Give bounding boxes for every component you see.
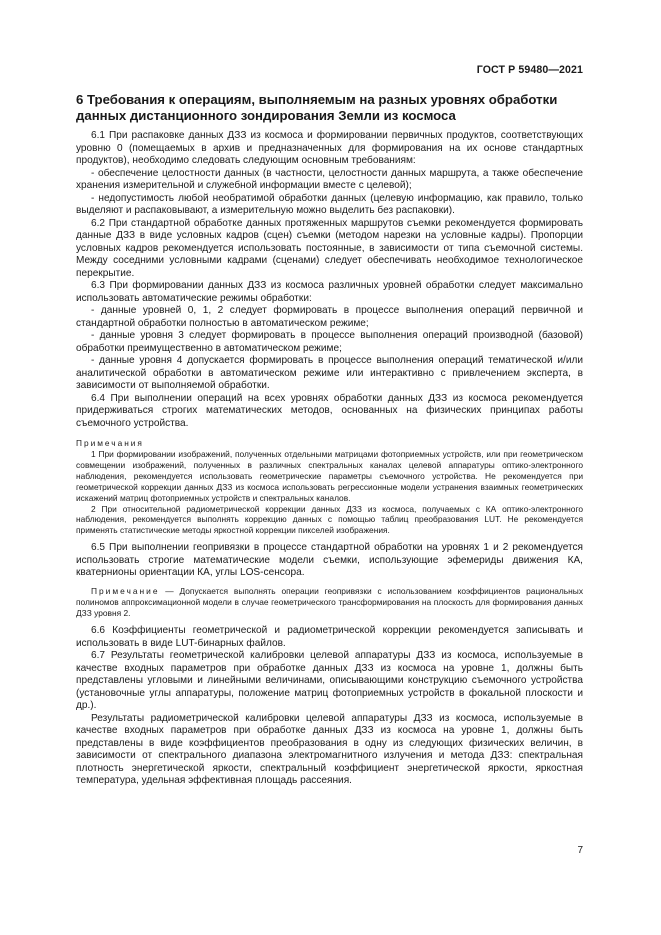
- paragraph-6-1: 6.1 При распаковке данных ДЗЗ из космоса и формировании первичных продуктов, соответствующих уровню 0 (помещаемых в архив и предназначенных для формирования на их основе стандартных продуктов), необходимо следовать следующим основным требованиям:: [76, 130, 583, 166]
- paragraph-6-2: 6.2 При стандартной обработке данных протяженных маршрутов съемки рекомендуется формировать данные ДЗЗ в виде условных кадров (сцен) съемки (методом нарезки на условные кадры). Пропорции условных кадров рекомендуется использовать постоянные, в зависимости от типа съемочной системы. Между соседними условными кадрами (сценами) следует обеспечивать необходимое технологическое перекрытие.: [76, 217, 583, 279]
- note-lead: Примечание: [91, 585, 160, 596]
- paragraph-6-4: 6.4 При выполнении операций на всех уровнях обработки данных ДЗЗ из космоса рекомендуется придерживаться строгих математических методов, основанных на физических принципах работы съемочного устройства.: [76, 392, 583, 429]
- paragraph-6-7: 6.7 Результаты геометрической калибровки целевой аппаратуры ДЗЗ из космоса, используемые в качестве входных параметров при обработке данных ДЗЗ из космоса на уровне 1, должны быть представлены угловыми и линейными величинами, описывающими конструкцию съемочного устройства (установочные углы аппаратуры, положение матриц фотоприемных устройств в фокальной плоскости и др.).: [76, 650, 583, 712]
- standard-code: ГОСТ Р 59480—2021: [476, 64, 583, 76]
- list-item: - данные уровней 0, 1, 2 следует формировать в процессе выполнения операций первичной и стандартной обработки полностью в автоматическом режиме;: [76, 305, 583, 329]
- note-item: 1 При формировании изображений, полученных отдельными матрицами фотоприемных устройств, или при геометрическом совмещении изображений, полученных в различных спектральных каналах целевой аппаратуры оптико-электронного наблюдения, рекомендуется использовать геометрические параметры съемочного устройства. Не рекомендуется при геометрической коррекции данных ДЗЗ из космоса использовать регрессионные модели устранения взаимных геометрических искажений матриц фотоприемных устройств и спектральных каналов.: [76, 449, 583, 503]
- list-item: - данные уровня 4 допускается формировать в процессе выполнения операций тематической и/или аналитической обработки в автоматическом режиме или интерактивно с привлечением эксперта, в зависимости от выполняемой обработки.: [76, 355, 583, 391]
- list-item: - данные уровня 3 следует формировать в процессе выполнения операций производной (базовой) обработки преимущественно в автоматическом режиме;: [76, 330, 583, 354]
- document-body: [76, 130, 583, 788]
- note-text: — Допускается выполнять операции геопривязки с использованием коэффициентов рациональных полиномов аппроксимационной модели в случае геометрического трансформирования на плоскость для формирования данных ДЗЗ уровня 2.: [76, 585, 583, 618]
- paragraph-6-3: 6.3 При формировании данных ДЗЗ из космоса различных уровней обработки следует максимально использовать автоматические режимы обработки:: [76, 280, 583, 304]
- section-title: 6 Требования к операциям, выполняемым на разных уровнях обработки данных дистанционного зондирования Земли из космоса: [76, 92, 558, 123]
- list-item: - недопустимость любой необратимой обработки данных (целевую информацию, как правило, только выделяют и распаковывают, а измерительную можно выделить без распаковки).: [76, 192, 583, 216]
- paragraph-6-6: 6.6 Коэффициенты геометрической и радиометрической коррекции рекомендуется записывать и использовать в виде LUT-бинарных файлов.: [76, 625, 583, 649]
- paragraph-6-5: 6.5 При выполнении геопривязки в процессе стандартной обработки на уровнях 1 и 2 рекомендуется использовать строгие математические модели съемки, использующие эфемериды движения КА, кватернионы ориентации КА, углы LOS-сенсора.: [76, 542, 583, 579]
- page-number: 7: [577, 845, 583, 856]
- paragraph-radiometric: Результаты радиометрической калибровки целевой аппаратуры ДЗЗ из космоса, используемые в качестве входных параметров при обработке данных ДЗЗ из космоса на уровне 1, должны быть представлены в виде коэффициентов преобразования в одну из следующих физических величин, в зависимости от спектрального диапазона электромагнитного излучения и метода ДЗЗ: спектральная плотность энергетической яркости, спектральный коэффициент энергетической яркости, яркостная температура, удельная эффективная площадь рассеяния.: [76, 712, 583, 787]
- notes-heading: Примечания: [76, 438, 144, 448]
- list-item: - обеспечение целостности данных (в частности, целостности данных маршрута, а также обеспечение хранения измерительной и служебной информации вместе с целевой);: [76, 167, 583, 191]
- note-single: [76, 586, 583, 619]
- note-item: 2 При относительной радиометрической коррекции данных ДЗЗ из космоса, получаемых с КА оптико-электронного наблюдения, рекомендуется выполнять коррекцию данных с помощью таблиц преобразования LUT. Не рекомендуется применять статистические методы яркостной коррекции пикселей изображения.: [76, 503, 583, 536]
